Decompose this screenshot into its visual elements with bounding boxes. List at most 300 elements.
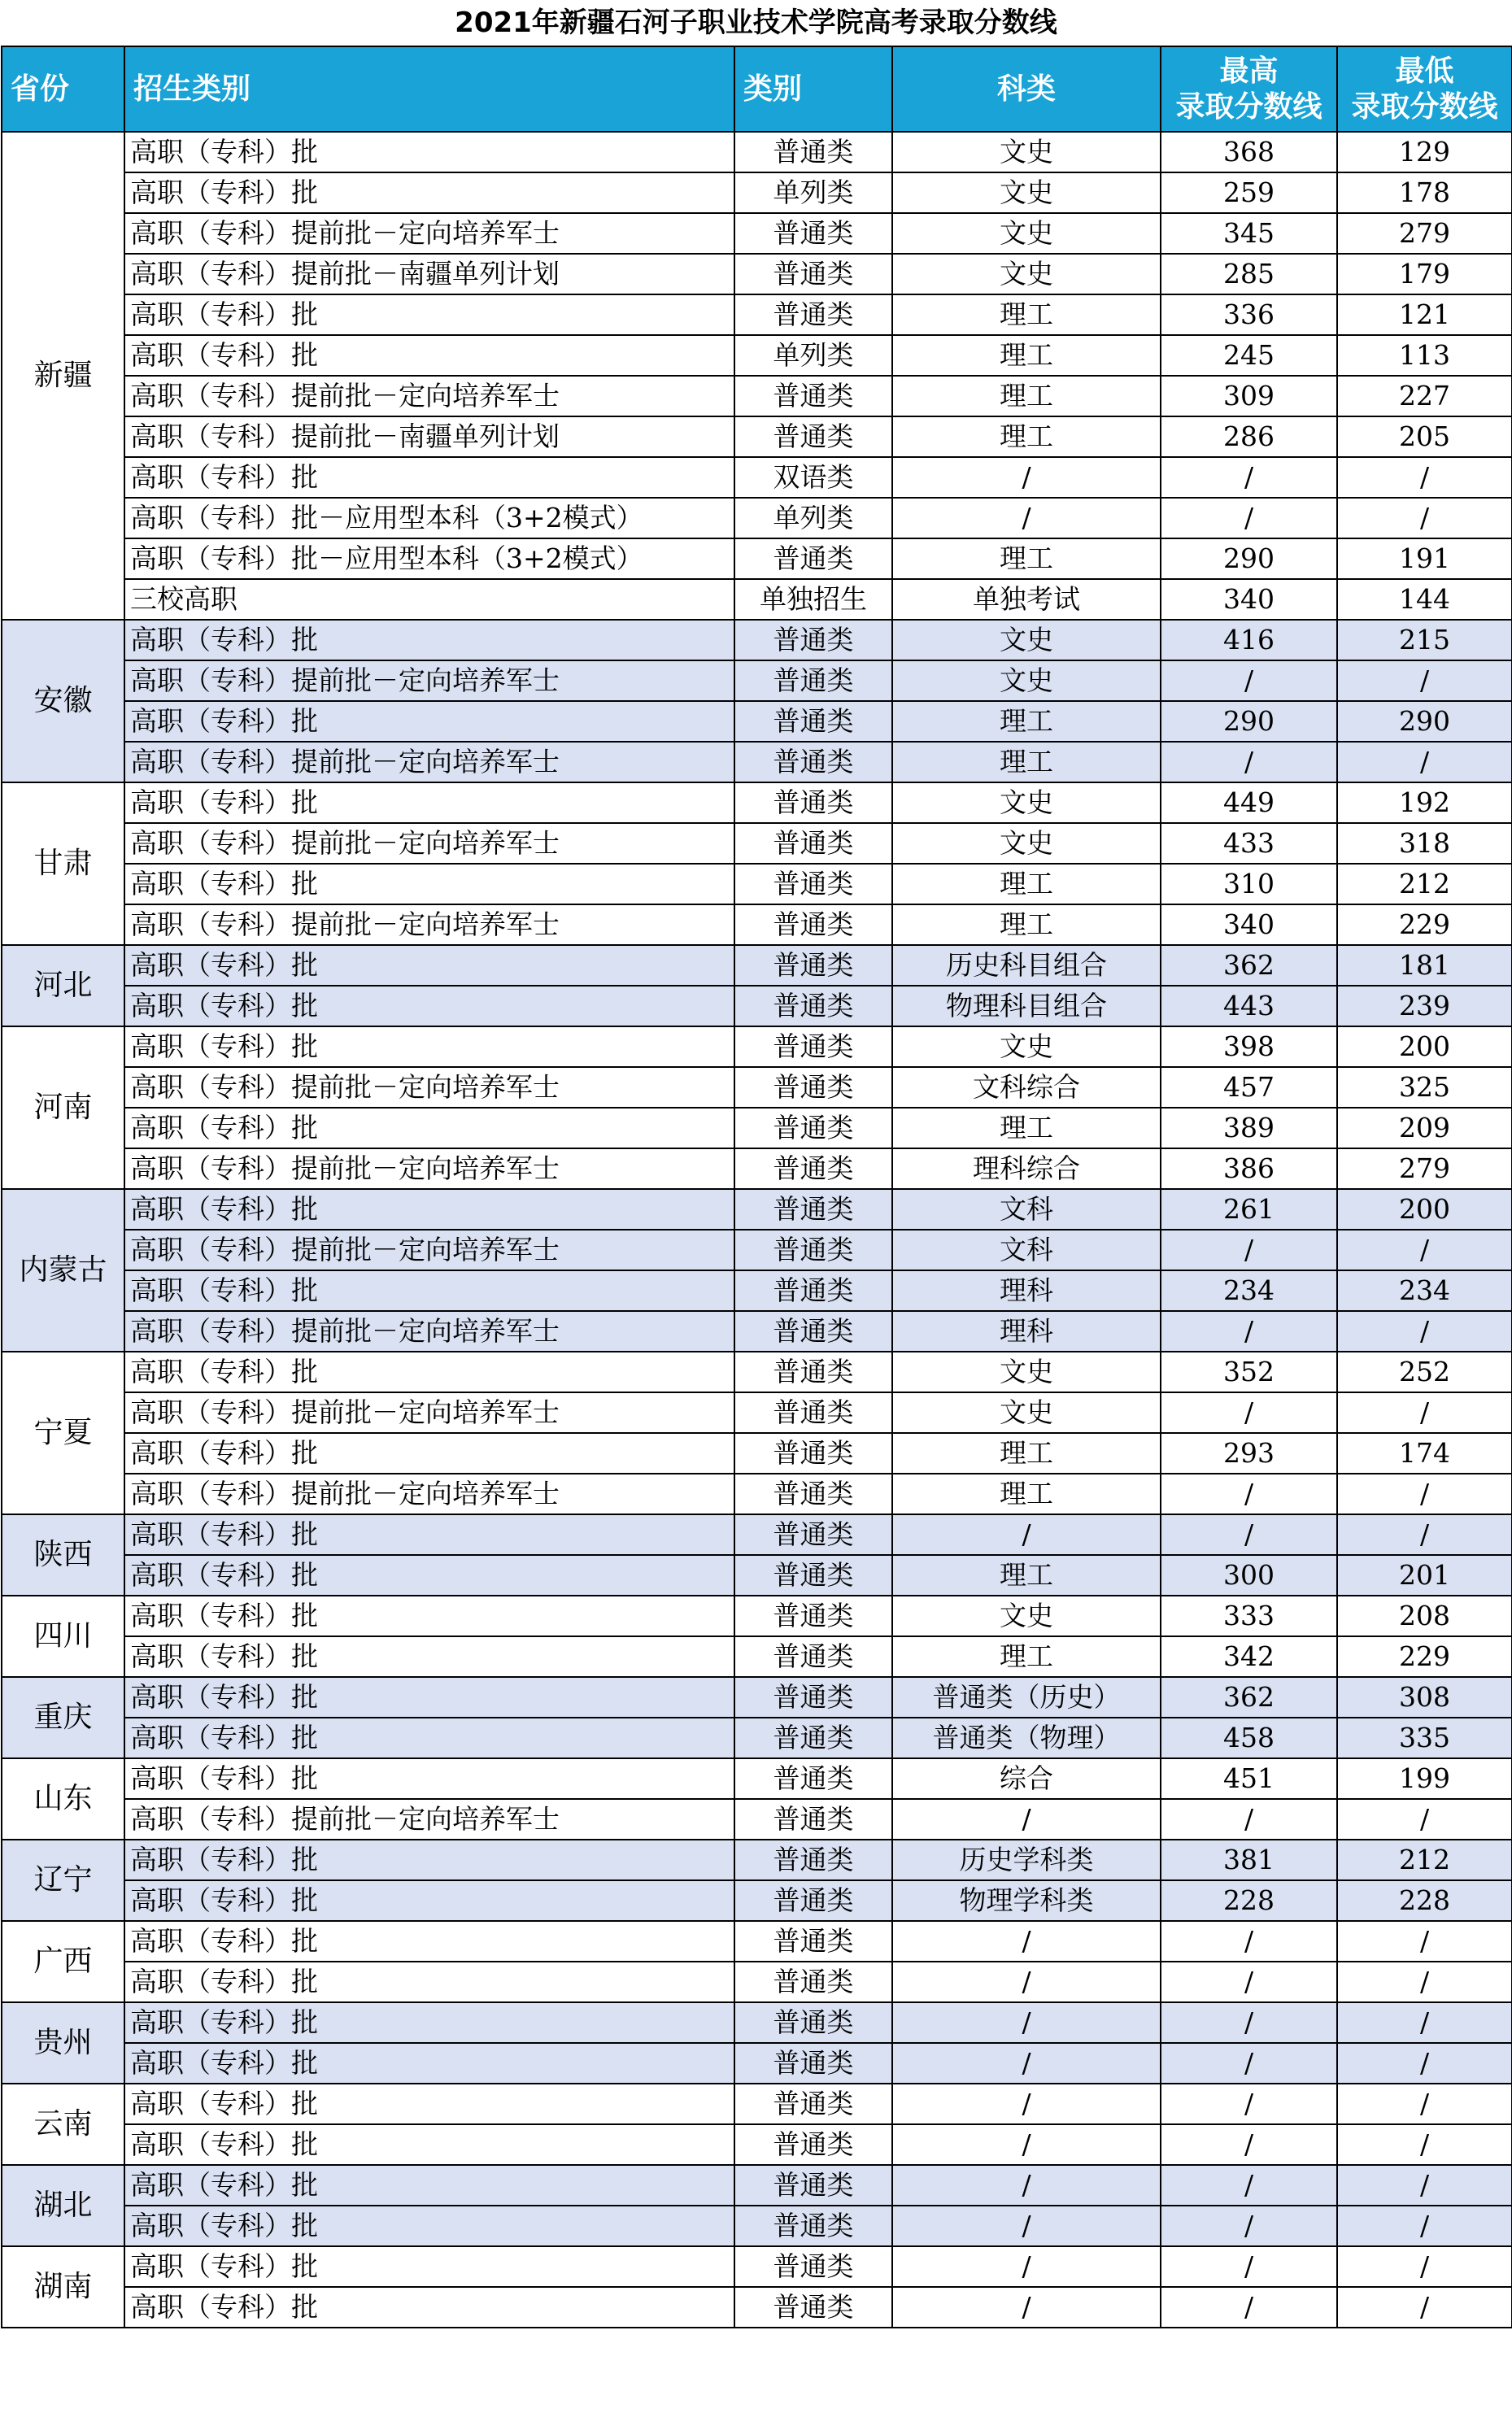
min-score-cell: / [1337,2002,1512,2043]
header-max-line1: 最高 [1219,54,1279,88]
header-max-line2: 录取分数线 [1175,89,1322,124]
max-score-cell: / [1161,1311,1337,1352]
subject-cell: 理工 [892,416,1161,457]
province-cell: 山东 [2,1758,124,1840]
subject-cell: / [892,498,1161,538]
table-row [2,1677,1512,1718]
category-cell: 普通类 [734,782,892,823]
subject-cell: / [892,2287,1161,2328]
subject-cell: 理科 [892,1270,1161,1311]
table-row [2,2043,1512,2084]
category-cell: 普通类 [734,1433,892,1474]
table-row [2,1636,1512,1677]
table-row [2,2246,1512,2287]
min-score-cell: / [1337,1799,1512,1840]
min-score-cell: / [1337,2084,1512,2124]
category-cell: 普通类 [734,823,892,864]
table-row [2,660,1512,701]
batch-cell: 高职（专科）批 [124,1921,734,1962]
max-score-cell: / [1161,2124,1337,2165]
batch-cell: 高职（专科）批 [124,701,734,742]
batch-cell: 高职（专科）提前批－定向培养军士 [124,1230,734,1270]
table-row [2,2002,1512,2043]
max-score-cell: 340 [1161,904,1337,945]
batch-cell: 高职（专科）批 [124,1636,734,1677]
max-score-cell: 333 [1161,1596,1337,1636]
max-score-cell: / [1161,2043,1337,2084]
category-cell: 普通类 [734,1270,892,1311]
table-row [2,1718,1512,1758]
table-row [2,1392,1512,1433]
min-score-cell: 212 [1337,1840,1512,1880]
table-body [2,132,1512,2328]
max-score-cell: 286 [1161,416,1337,457]
subject-cell: 理工 [892,1108,1161,1148]
category-cell: 普通类 [734,2287,892,2328]
max-score-cell: 228 [1161,1880,1337,1921]
table-row [2,294,1512,335]
table-row [2,457,1512,498]
max-score-cell: 245 [1161,335,1337,376]
max-score-cell: 352 [1161,1352,1337,1392]
header-min-line2: 录取分数线 [1351,89,1498,124]
subject-cell: 理工 [892,904,1161,945]
subject-cell: 理工 [892,1636,1161,1677]
category-cell: 普通类 [734,1799,892,1840]
max-score-cell: 449 [1161,782,1337,823]
category-cell: 普通类 [734,904,892,945]
table-row [2,904,1512,945]
max-score-cell: / [1161,1514,1337,1555]
min-score-cell: 179 [1337,254,1512,294]
subject-cell: 理科 [892,1311,1161,1352]
batch-cell: 高职（专科）提前批－定向培养军士 [124,1311,734,1352]
min-score-cell: / [1337,1921,1512,1962]
category-cell: 普通类 [734,1840,892,1880]
admission-score-table [1,46,1512,2328]
min-score-cell: 192 [1337,782,1512,823]
batch-cell: 高职（专科）批 [124,986,734,1026]
category-cell: 普通类 [734,1189,892,1230]
min-score-cell: / [1337,2246,1512,2287]
table-row [2,1880,1512,1921]
subject-cell: 综合 [892,1758,1161,1799]
category-cell: 普通类 [734,376,892,416]
subject-cell: 文史 [892,1026,1161,1067]
min-score-cell: 199 [1337,1758,1512,1799]
category-cell: 普通类 [734,132,892,172]
category-cell: 普通类 [734,742,892,782]
max-score-cell: 336 [1161,294,1337,335]
table-row [2,1352,1512,1392]
header-min-score [1337,46,1512,132]
subject-cell: 文史 [892,823,1161,864]
batch-cell: 高职（专科）批 [124,1758,734,1799]
table-row [2,620,1512,660]
category-cell: 单独招生 [734,579,892,620]
min-score-cell: 215 [1337,620,1512,660]
category-cell: 普通类 [734,2124,892,2165]
category-cell: 普通类 [734,620,892,660]
province-cell: 内蒙古 [2,1189,124,1352]
subject-cell: 理工 [892,335,1161,376]
max-score-cell: / [1161,2246,1337,2287]
max-score-cell: 309 [1161,376,1337,416]
category-cell: 普通类 [734,1474,892,1514]
subject-cell: 普通类（物理） [892,1718,1161,1758]
table-row [2,2287,1512,2328]
province-cell: 贵州 [2,2002,124,2084]
min-score-cell: 318 [1337,823,1512,864]
province-cell: 湖南 [2,2246,124,2328]
table-row [2,1270,1512,1311]
header-min-line1: 最低 [1395,54,1454,88]
table-row [2,416,1512,457]
batch-cell: 高职（专科）批 [124,294,734,335]
min-score-cell: 308 [1337,1677,1512,1718]
subject-cell: 物理科目组合 [892,986,1161,1026]
table-row [2,1026,1512,1067]
header-province: 省份 [2,46,124,132]
table-row [2,172,1512,213]
min-score-cell: 201 [1337,1555,1512,1596]
batch-cell: 高职（专科）批 [124,2002,734,2043]
table-row [2,742,1512,782]
batch-cell: 高职（专科）提前批－定向培养军士 [124,1148,734,1189]
subject-cell: 理工 [892,701,1161,742]
category-cell: 普通类 [734,1067,892,1108]
subject-cell: 文史 [892,782,1161,823]
table-row [2,1230,1512,1270]
max-score-cell: 290 [1161,538,1337,579]
subject-cell: 理工 [892,538,1161,579]
min-score-cell: / [1337,742,1512,782]
table-row [2,2084,1512,2124]
min-score-cell: / [1337,2165,1512,2206]
max-score-cell: / [1161,742,1337,782]
batch-cell: 高职（专科）批 [124,132,734,172]
subject-cell: 理工 [892,1555,1161,1596]
province-cell: 安徽 [2,620,124,782]
max-score-cell: 342 [1161,1636,1337,1677]
min-score-cell: / [1337,2206,1512,2246]
table-row [2,1108,1512,1148]
category-cell: 双语类 [734,457,892,498]
max-score-cell: 457 [1161,1067,1337,1108]
max-score-cell: / [1161,2084,1337,2124]
batch-cell: 高职（专科）提前批－定向培养军士 [124,660,734,701]
batch-cell: 高职（专科）提前批－定向培养军士 [124,904,734,945]
batch-cell: 高职（专科）批 [124,335,734,376]
subject-cell: / [892,2165,1161,2206]
batch-cell: 高职（专科）批 [124,1189,734,1230]
subject-cell: 理工 [892,1474,1161,1514]
category-cell: 普通类 [734,1718,892,1758]
category-cell: 普通类 [734,1392,892,1433]
batch-cell: 高职（专科）批 [124,945,734,986]
min-score-cell: 229 [1337,904,1512,945]
max-score-cell: 345 [1161,213,1337,254]
max-score-cell: 368 [1161,132,1337,172]
table-row [2,1555,1512,1596]
category-cell: 普通类 [734,538,892,579]
table-row [2,1148,1512,1189]
batch-cell: 高职（专科）提前批－定向培养军士 [124,213,734,254]
subject-cell: 文史 [892,1352,1161,1392]
min-score-cell: 335 [1337,1718,1512,1758]
min-score-cell: 200 [1337,1026,1512,1067]
subject-cell: 文科 [892,1189,1161,1230]
min-score-cell: 279 [1337,213,1512,254]
batch-cell: 高职（专科）批 [124,1962,734,2002]
max-score-cell: 389 [1161,1108,1337,1148]
subject-cell: 文科 [892,1230,1161,1270]
province-cell: 重庆 [2,1677,124,1758]
subject-cell: 理科综合 [892,1148,1161,1189]
max-score-cell: / [1161,1962,1337,2002]
min-score-cell: 200 [1337,1189,1512,1230]
max-score-cell: / [1161,457,1337,498]
min-score-cell: 229 [1337,1636,1512,1677]
province-cell: 四川 [2,1596,124,1677]
batch-cell: 高职（专科）提前批－定向培养军士 [124,376,734,416]
batch-cell: 高职（专科）批 [124,2165,734,2206]
max-score-cell: / [1161,2165,1337,2206]
batch-cell: 高职（专科）批 [124,2206,734,2246]
table-row [2,1067,1512,1108]
batch-cell: 高职（专科）提前批－定向培养军士 [124,823,734,864]
table-row [2,1433,1512,1474]
category-cell: 普通类 [734,1636,892,1677]
category-cell: 普通类 [734,1311,892,1352]
min-score-cell: 234 [1337,1270,1512,1311]
min-score-cell: / [1337,660,1512,701]
header-batch: 招生类别 [124,46,734,132]
batch-cell: 高职（专科）批 [124,172,734,213]
batch-cell: 高职（专科）批 [124,782,734,823]
table-row [2,945,1512,986]
subject-cell: / [892,2084,1161,2124]
min-score-cell: 144 [1337,579,1512,620]
max-score-cell: 362 [1161,1677,1337,1718]
min-score-cell: / [1337,2043,1512,2084]
header-category: 类别 [734,46,892,132]
batch-cell: 高职（专科）提前批－定向培养军士 [124,1799,734,1840]
province-cell: 河北 [2,945,124,1026]
table-row [2,1474,1512,1514]
category-cell: 普通类 [734,1596,892,1636]
subject-cell: 文史 [892,254,1161,294]
subject-cell: 文史 [892,660,1161,701]
subject-cell: 文史 [892,172,1161,213]
category-cell: 普通类 [734,1514,892,1555]
category-cell: 单列类 [734,335,892,376]
category-cell: 普通类 [734,2165,892,2206]
max-score-cell: / [1161,1392,1337,1433]
table-row [2,376,1512,416]
category-cell: 单列类 [734,172,892,213]
batch-cell: 高职（专科）批 [124,864,734,904]
min-score-cell: 209 [1337,1108,1512,1148]
batch-cell: 高职（专科）批－应用型本科（3+2模式） [124,498,734,538]
min-score-cell: 228 [1337,1880,1512,1921]
category-cell: 普通类 [734,213,892,254]
subject-cell: 普通类（历史） [892,1677,1161,1718]
min-score-cell: / [1337,2287,1512,2328]
max-score-cell: 285 [1161,254,1337,294]
page-title: 2021年新疆石河子职业技术学院高考录取分数线 [455,7,1057,39]
table-header-row [2,46,1512,132]
max-score-cell: / [1161,498,1337,538]
min-score-cell: 252 [1337,1352,1512,1392]
province-cell: 河南 [2,1026,124,1189]
province-cell: 广西 [2,1921,124,2002]
table-row [2,254,1512,294]
subject-cell: / [892,2206,1161,2246]
table-row [2,1962,1512,2002]
batch-cell: 高职（专科）批 [124,457,734,498]
province-cell: 甘肃 [2,782,124,945]
subject-cell: / [892,2002,1161,2043]
max-score-cell: 443 [1161,986,1337,1026]
subject-cell: 理工 [892,1433,1161,1474]
table-row [2,2124,1512,2165]
table-row [2,1921,1512,1962]
header-max-score [1161,46,1337,132]
province-cell: 陕西 [2,1514,124,1596]
table-row [2,701,1512,742]
max-score-cell: / [1161,2287,1337,2328]
min-score-cell: 178 [1337,172,1512,213]
batch-cell: 高职（专科）批 [124,2124,734,2165]
category-cell: 普通类 [734,701,892,742]
category-cell: 普通类 [734,986,892,1026]
table-row [2,823,1512,864]
batch-cell: 高职（专科）批 [124,2084,734,2124]
max-score-cell: 290 [1161,701,1337,742]
batch-cell: 高职（专科）批 [124,1270,734,1311]
subject-cell: 理工 [892,864,1161,904]
max-score-cell: 234 [1161,1270,1337,1311]
subject-cell: / [892,1962,1161,2002]
table-row [2,1758,1512,1799]
header-subject: 科类 [892,46,1161,132]
batch-cell: 高职（专科）批 [124,1677,734,1718]
min-score-cell: 113 [1337,335,1512,376]
max-score-cell: 458 [1161,1718,1337,1758]
table-row [2,1596,1512,1636]
batch-cell: 高职（专科）批 [124,1555,734,1596]
category-cell: 普通类 [734,660,892,701]
subject-cell: 文史 [892,213,1161,254]
max-score-cell: 261 [1161,1189,1337,1230]
table-row [2,2165,1512,2206]
province-cell: 湖北 [2,2165,124,2246]
category-cell: 普通类 [734,2043,892,2084]
min-score-cell: / [1337,2124,1512,2165]
category-cell: 普通类 [734,1230,892,1270]
min-score-cell: 290 [1337,701,1512,742]
table-row [2,335,1512,376]
max-score-cell: 398 [1161,1026,1337,1067]
category-cell: 普通类 [734,2002,892,2043]
province-cell: 辽宁 [2,1840,124,1921]
max-score-cell: 433 [1161,823,1337,864]
min-score-cell: 212 [1337,864,1512,904]
category-cell: 普通类 [734,1555,892,1596]
subject-cell: 文史 [892,1596,1161,1636]
min-score-cell: 181 [1337,945,1512,986]
subject-cell: / [892,1921,1161,1962]
min-score-cell: 208 [1337,1596,1512,1636]
table-row [2,782,1512,823]
subject-cell: / [892,457,1161,498]
min-score-cell: / [1337,1230,1512,1270]
table-row [2,1799,1512,1840]
min-score-cell: 191 [1337,538,1512,579]
batch-cell: 高职（专科）提前批－定向培养军士 [124,1392,734,1433]
subject-cell: 文科综合 [892,1067,1161,1108]
subject-cell: 历史科目组合 [892,945,1161,986]
batch-cell: 高职（专科）批 [124,2287,734,2328]
category-cell: 普通类 [734,1962,892,2002]
min-score-cell: / [1337,498,1512,538]
batch-cell: 高职（专科）提前批－定向培养军士 [124,742,734,782]
min-score-cell: / [1337,457,1512,498]
subject-cell: 单独考试 [892,579,1161,620]
batch-cell: 高职（专科）提前批－定向培养军士 [124,1067,734,1108]
subject-cell: / [892,2043,1161,2084]
category-cell: 普通类 [734,1352,892,1392]
subject-cell: 理工 [892,376,1161,416]
table-row [2,1514,1512,1555]
min-score-cell: 227 [1337,376,1512,416]
table-row [2,1840,1512,1880]
category-cell: 普通类 [734,945,892,986]
category-cell: 普通类 [734,254,892,294]
max-score-cell: 293 [1161,1433,1337,1474]
subject-cell: 历史学科类 [892,1840,1161,1880]
min-score-cell: / [1337,1962,1512,2002]
category-cell: 普通类 [734,1026,892,1067]
subject-cell: / [892,2124,1161,2165]
min-score-cell: 121 [1337,294,1512,335]
min-score-cell: 279 [1337,1148,1512,1189]
subject-cell: 文史 [892,620,1161,660]
min-score-cell: 325 [1337,1067,1512,1108]
batch-cell: 高职（专科）批 [124,620,734,660]
min-score-cell: 205 [1337,416,1512,457]
category-cell: 普通类 [734,864,892,904]
province-cell: 云南 [2,2084,124,2165]
category-cell: 普通类 [734,2246,892,2287]
max-score-cell: 451 [1161,1758,1337,1799]
max-score-cell: 340 [1161,579,1337,620]
max-score-cell: / [1161,2206,1337,2246]
max-score-cell: 259 [1161,172,1337,213]
subject-cell: 物理学科类 [892,1880,1161,1921]
batch-cell: 高职（专科）提前批－定向培养军士 [124,1474,734,1514]
category-cell: 普通类 [734,1758,892,1799]
min-score-cell: 129 [1337,132,1512,172]
max-score-cell: 381 [1161,1840,1337,1880]
subject-cell: 理工 [892,294,1161,335]
batch-cell: 高职（专科）批 [124,2246,734,2287]
table-row [2,132,1512,172]
batch-cell: 高职（专科）提前批－南疆单列计划 [124,416,734,457]
batch-cell: 高职（专科）批 [124,1352,734,1392]
category-cell: 普通类 [734,2084,892,2124]
